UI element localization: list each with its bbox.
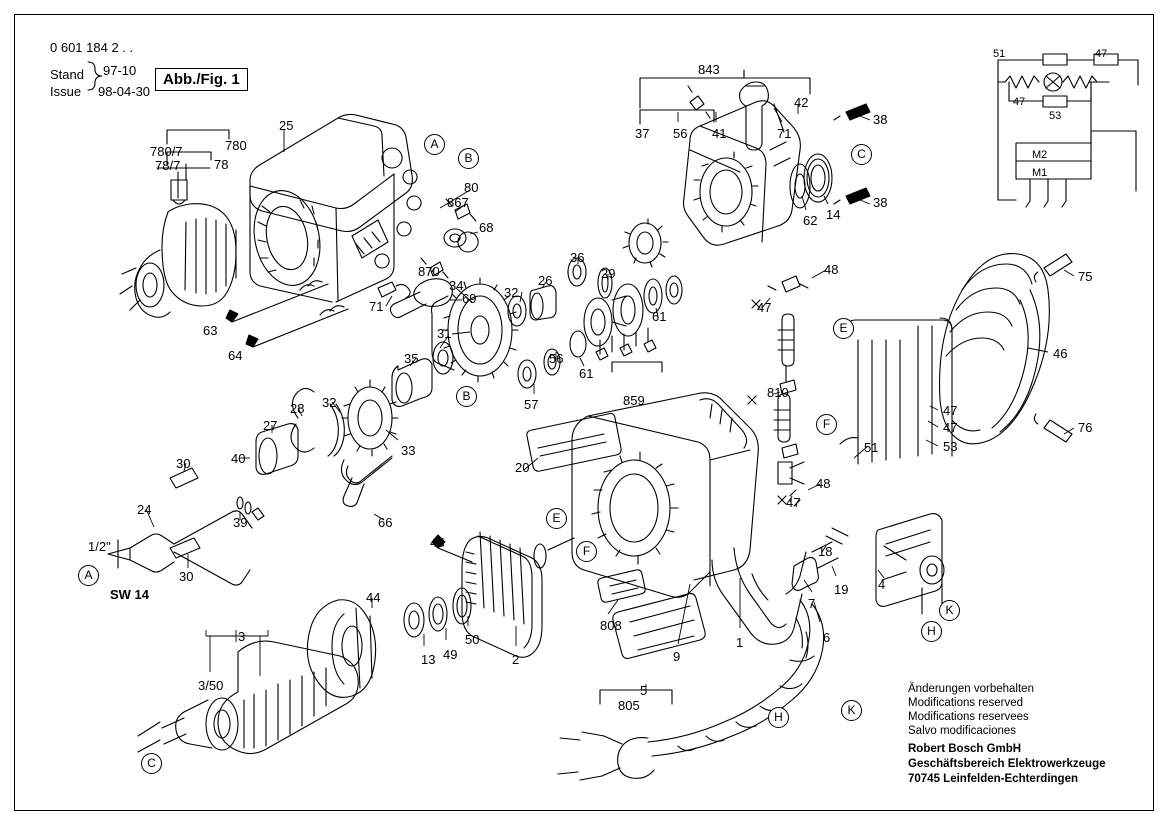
- callout-76: 76: [1078, 420, 1093, 435]
- balloon-c-2: C: [141, 753, 162, 774]
- callout-47a: 47: [757, 300, 772, 315]
- terminal-m2: M2: [1032, 149, 1048, 161]
- callout-78-7: 78/7: [155, 158, 181, 173]
- balloon-h-1: H: [921, 621, 942, 642]
- callout-6: 6: [823, 630, 831, 645]
- balloon-a-2: A: [78, 565, 99, 586]
- callout-13: 13: [421, 652, 436, 667]
- footer-line-4: Salvo modificaciones: [908, 725, 1017, 737]
- callout-26: 26: [538, 273, 553, 288]
- callout-30a: 30: [176, 456, 191, 471]
- callout-1: 1: [736, 635, 744, 650]
- callout-808: 808: [600, 618, 622, 633]
- callout-30b: 30: [179, 569, 194, 584]
- wiring-47-top: 47: [1095, 48, 1108, 60]
- callout-38b: 38: [873, 195, 888, 210]
- callout-71: 71: [369, 299, 384, 314]
- terminal-m1: M1: [1032, 167, 1048, 179]
- callout-780: 780: [225, 138, 247, 153]
- callout-870: 870: [418, 264, 440, 279]
- callout-41: 41: [712, 126, 727, 141]
- callout-20: 20: [515, 460, 530, 475]
- issue-date: 98-04-30: [98, 84, 151, 99]
- callout-32a: 32: [504, 285, 519, 300]
- callout-843: 843: [698, 62, 720, 77]
- balloon-b-1: B: [458, 148, 479, 169]
- balloon-h-2: H: [768, 707, 789, 728]
- callout-53: 53: [943, 439, 958, 454]
- callout-39: 39: [233, 515, 248, 530]
- footer-line-1: Änderungen vorbehalten: [908, 683, 1034, 695]
- balloon-e-2: E: [546, 508, 567, 529]
- callout-64: 64: [228, 348, 243, 363]
- callout-29: 29: [601, 266, 616, 281]
- balloon-b-2: B: [456, 386, 477, 407]
- callout-75: 75: [1078, 269, 1093, 284]
- balloon-a-1: A: [424, 134, 445, 155]
- callout-44: 44: [366, 590, 381, 605]
- wiring-53: 53: [1049, 110, 1062, 122]
- balloon-f-1: F: [816, 414, 837, 435]
- callout-27: 27: [263, 418, 278, 433]
- stand-label: Stand: [50, 67, 84, 82]
- wiring-51: 51: [993, 48, 1006, 60]
- footer-line-3: Modifications reservees: [908, 711, 1029, 723]
- callout-78: 78: [214, 157, 229, 172]
- callout-18: 18: [818, 544, 833, 559]
- balloon-c-1: C: [851, 144, 872, 165]
- callout-71b: 71: [777, 126, 792, 141]
- callout-28: 28: [290, 401, 305, 416]
- issue-label: Issue: [50, 84, 82, 99]
- callout-61b: 61: [579, 366, 594, 381]
- callout-14: 14: [826, 207, 841, 222]
- callout-51: 51: [864, 440, 879, 455]
- part-number: 0 601 184 2 . .: [50, 40, 134, 55]
- callout-56b: 56: [673, 126, 688, 141]
- callout-68: 68: [479, 220, 494, 235]
- callout-2: 2: [512, 652, 520, 667]
- footer-company: Robert Bosch GmbH: [908, 743, 1022, 755]
- callout-80: 80: [464, 180, 479, 195]
- callout-48a: 48: [824, 262, 839, 277]
- callout-57: 57: [524, 397, 539, 412]
- callout-805: 805: [618, 698, 640, 713]
- footer-division: Geschäftsbereich Elektrowerkzeuge: [908, 758, 1106, 770]
- callout-38a: 38: [873, 112, 888, 127]
- wrench-size-label: SW 14: [110, 587, 150, 602]
- callout-63: 63: [203, 323, 218, 338]
- callout-47c: 47: [943, 420, 958, 435]
- callout-36: 36: [570, 250, 585, 265]
- callout-46: 46: [1053, 346, 1068, 361]
- figure-label: Abb./Fig. 1: [155, 68, 248, 91]
- callout-24: 24: [137, 502, 152, 517]
- wiring-47-mid: 47: [1013, 96, 1026, 108]
- callout-56a: 56: [549, 351, 564, 366]
- callout-3-50: 3/50: [198, 678, 224, 693]
- callout-25: 25: [279, 118, 294, 133]
- callout-810: 810: [767, 385, 789, 400]
- chuck-size-label: 1/2": [88, 539, 111, 554]
- callout-47b: 47: [943, 403, 958, 418]
- callout-3: 3: [238, 629, 246, 644]
- callout-31: 31: [437, 326, 452, 341]
- callout-867: 867: [447, 195, 469, 210]
- callout-32b: 32: [322, 395, 337, 410]
- callout-48b: 48: [816, 476, 831, 491]
- callout-35: 35: [404, 351, 419, 366]
- callout-49: 49: [443, 647, 458, 662]
- callout-42: 42: [794, 95, 809, 110]
- callout-69: 69: [462, 291, 477, 306]
- stand-date: 97-10: [103, 63, 137, 78]
- callout-34: 34: [449, 278, 464, 293]
- callout-19: 19: [834, 582, 849, 597]
- callout-61a: 61: [652, 309, 667, 324]
- callout-40: 40: [231, 451, 246, 466]
- callout-4: 4: [878, 577, 886, 592]
- footer-address: 70745 Leinfelden-Echterdingen: [908, 773, 1078, 785]
- callout-50: 50: [465, 632, 480, 647]
- balloon-e-1: E: [833, 318, 854, 339]
- callout-62: 62: [803, 213, 818, 228]
- balloon-k-1: K: [939, 600, 960, 621]
- callout-33: 33: [401, 443, 416, 458]
- balloon-f-2: F: [576, 541, 597, 562]
- callout-780-7: 780/7: [150, 144, 183, 159]
- callout-37: 37: [635, 126, 650, 141]
- callout-66: 66: [378, 515, 393, 530]
- balloon-k-2: K: [841, 700, 862, 721]
- callout-7: 7: [808, 596, 816, 611]
- callout-5: 5: [640, 683, 648, 698]
- callout-859: 859: [623, 393, 645, 408]
- footer-line-2: Modifications reserved: [908, 697, 1024, 709]
- callout-45: 45: [430, 535, 445, 550]
- callout-47d: 47: [786, 495, 801, 510]
- callout-9: 9: [673, 649, 681, 664]
